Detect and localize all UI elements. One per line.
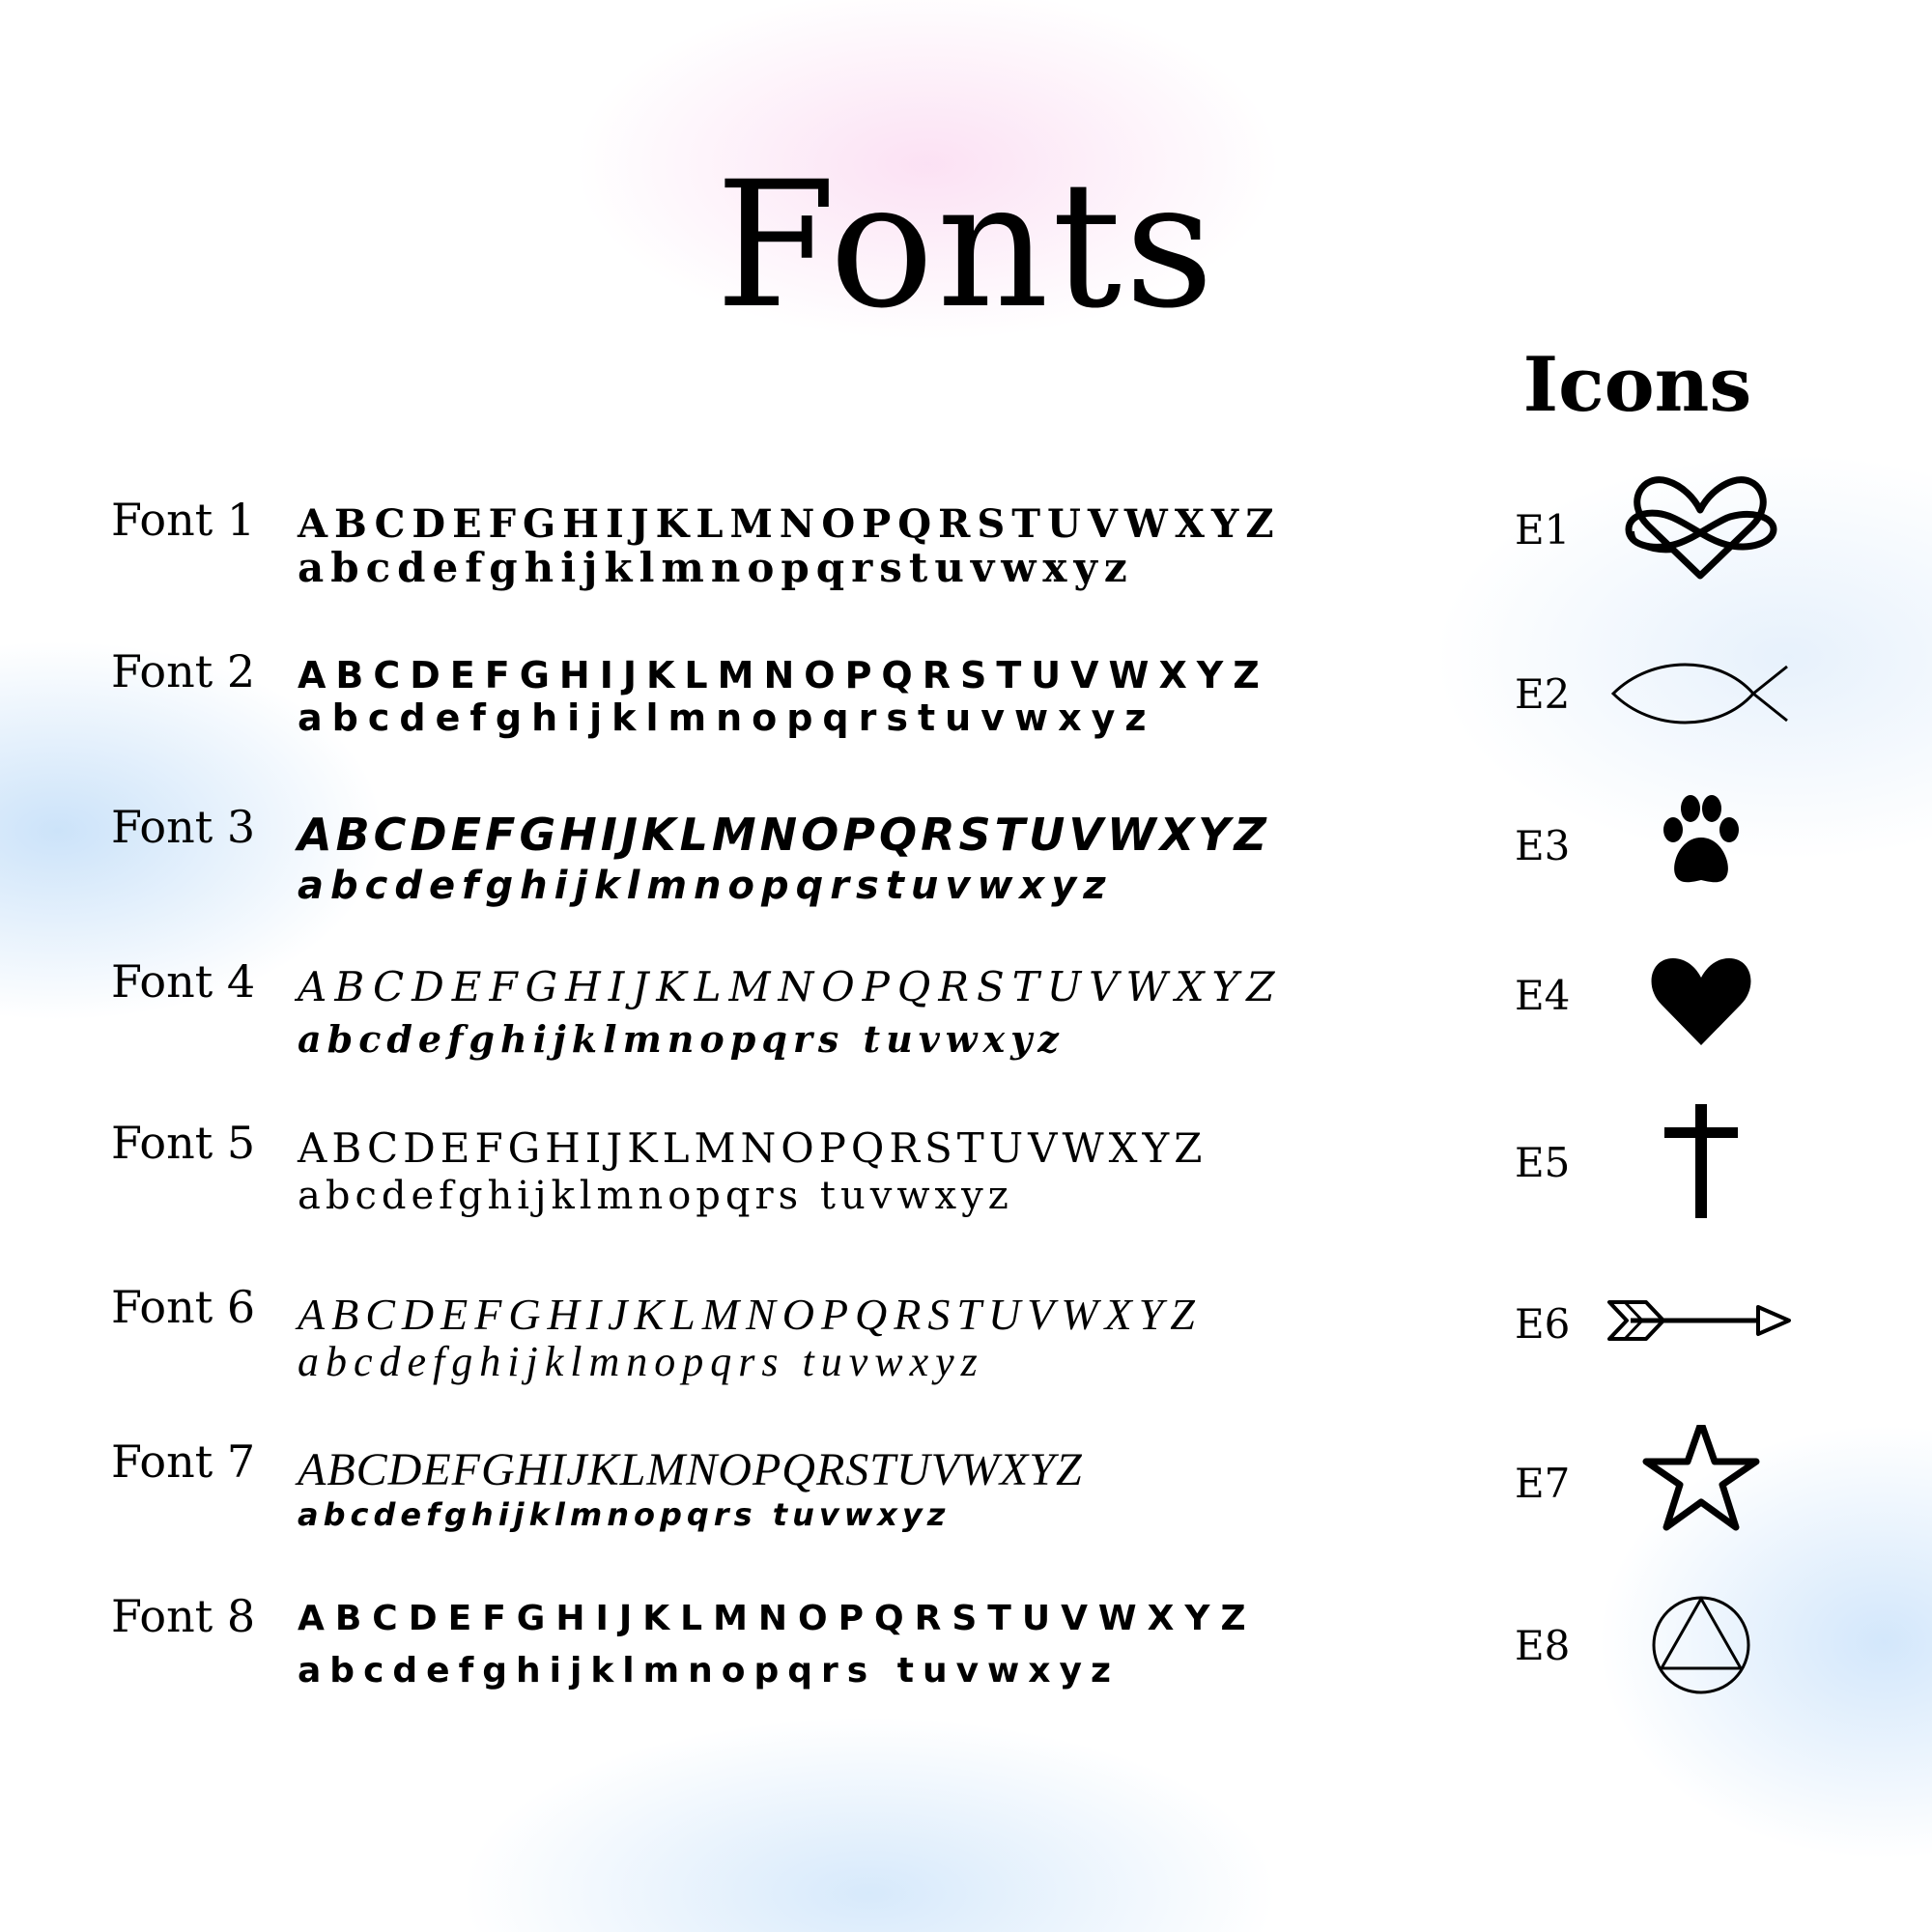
icon-label: E5 [1515, 1139, 1571, 1186]
lowercase-sample: abcdefghijklmnopqrstuvwxyz [298, 864, 1113, 908]
font-label: Font 7 [111, 1435, 256, 1488]
font-label: Font 4 [111, 955, 256, 1008]
lowercase-sample: abcdefghijklmnopqrs tuvwxyz [298, 1651, 1120, 1690]
icon-row-e4 [1507, 972, 1816, 1101]
arrow-icon [1604, 1265, 1797, 1381]
uppercase-sample: ABCDEFGHIJKLMNOPQRSTUVWXYZ [298, 1124, 1208, 1172]
infinity-heart-icon [1604, 471, 1797, 587]
lowercase-sample: abcdefghijklmnopqrs tuvwxyz [298, 1496, 951, 1533]
icon-row-e8 [1507, 1622, 1816, 1751]
icon-row-e5 [1507, 1139, 1816, 1268]
uppercase-sample: ABCDEFGHIJKLMNOPQRSTUVWXYZ [298, 501, 1281, 547]
font-label: Font 1 [111, 494, 256, 546]
icon-label: E1 [1515, 506, 1571, 554]
page-title: Fonts [715, 145, 1217, 347]
icon-row-e6 [1507, 1300, 1816, 1430]
icon-row-e2 [1507, 670, 1816, 800]
uppercase-sample: ABCDEFGHIJKLMNOPQRSTUVWXYZ [298, 1444, 1083, 1495]
font-label: Font 2 [111, 645, 256, 697]
lowercase-sample: abcdefghijklmnopqrs tuvwxyz [298, 1017, 1065, 1061]
font-row-8 [0, 1590, 1468, 1729]
uppercase-sample: ABCDEFGHIJKLMNOPQRSTUVWXYZ [298, 1290, 1202, 1339]
paw-print-icon [1604, 787, 1797, 903]
heart-icon [1604, 937, 1797, 1053]
lowercase-sample: abcdefghijklmnopqrs tuvwxyz [298, 1338, 984, 1385]
font-row-2 [0, 645, 1468, 784]
icon-label: E3 [1515, 822, 1571, 869]
icon-label: E6 [1515, 1300, 1571, 1348]
circle-triangle-icon [1604, 1587, 1797, 1703]
uppercase-sample: ABCDEFGHIJKLMNOPQRSTUVWXYZ [298, 1599, 1257, 1638]
font-row-3 [0, 801, 1468, 940]
icon-label: E7 [1515, 1460, 1571, 1507]
font-label: Font 6 [111, 1281, 256, 1333]
star-outline-icon [1604, 1425, 1797, 1541]
icon-row-e1 [1507, 506, 1816, 636]
font-label: Font 3 [111, 801, 256, 853]
font-row-4 [0, 955, 1468, 1094]
uppercase-sample: ABCDEFGHIJKLMNOPQRSTUVWXYZ [298, 963, 1283, 1010]
font-row-5 [0, 1117, 1468, 1256]
font-row-6 [0, 1281, 1468, 1420]
uppercase-sample: ABCDEFGHIJKLMNOPQRSTUVWXYZ [298, 654, 1269, 696]
font-row-1 [0, 494, 1468, 633]
icon-label: E8 [1515, 1622, 1571, 1669]
lowercase-sample: abcdefghijklmnopqrs tuvwxyz [298, 1174, 1013, 1218]
lowercase-sample: abcdefghijklmnopqrstuvwxyz [298, 544, 1134, 591]
icon-row-e7 [1507, 1460, 1816, 1589]
uppercase-sample: ABCDEFGHIJKLMNOPQRSTUVWXYZ [298, 809, 1270, 861]
icon-label: E4 [1515, 972, 1571, 1019]
icon-label: E2 [1515, 670, 1571, 718]
font-label: Font 5 [111, 1117, 256, 1169]
lowercase-sample: abcdefghijklmnopqrstuvwxyz [298, 696, 1156, 739]
icons-heading: Icons [1522, 341, 1752, 429]
cross-icon [1604, 1104, 1797, 1220]
icon-row-e3 [1507, 822, 1816, 952]
ichthys-fish-icon [1604, 636, 1797, 752]
font-row-7 [0, 1435, 1468, 1575]
font-label: Font 8 [111, 1590, 256, 1642]
